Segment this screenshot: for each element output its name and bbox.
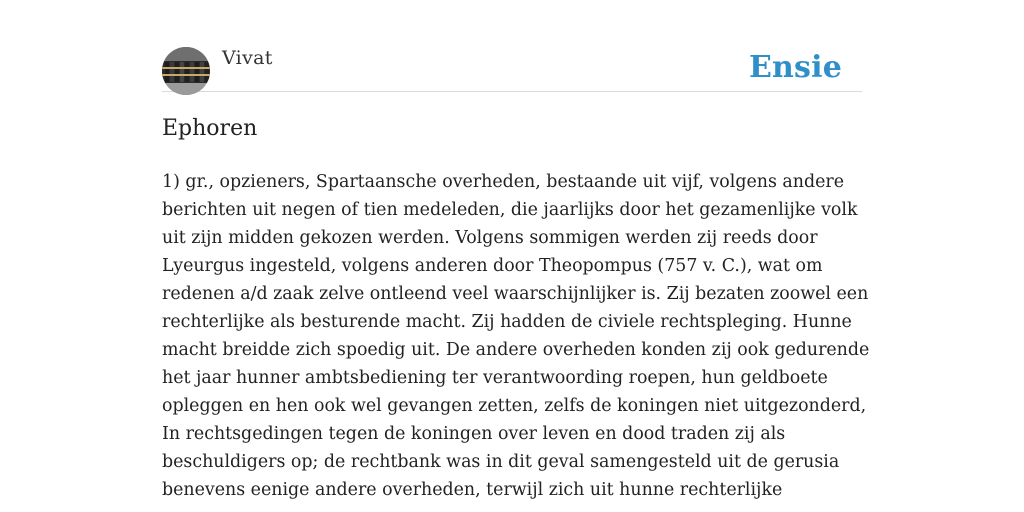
article-line: beschuldigers op; de rechtbank was in dit geval samengesteld uit de gerusia [162,452,840,472]
brand-logo[interactable]: Ensie [748,50,842,85]
article-line: uit zijn midden gekozen werden. Volgens sommigen werden zij reeds door [162,228,818,248]
article-line: het jaar hunner ambtsbediening ter verantwoording roepen, hun geldboete [162,368,828,388]
article-line: macht breidde zich spoedig uit. De andere overheden konden zij ook gedurende [162,340,870,360]
article-line: rechterlijke als besturende macht. Zij hadden de civiele rechtspleging. Hunne [162,312,852,332]
article-line: berichten uit negen of tien medeleden, die jaarlijks door het gezamenlijke volk [162,200,858,220]
article-line: 1) gr., opzieners, Spartaansche overheden, bestaande uit vijf, volgens andere [162,172,844,192]
article-body [162,168,870,504]
article-line: opleggen en hen ook wel gevangen zetten, zelfs de koningen niet uitgezonderd, [162,396,867,416]
book-spines-icon[interactable] [162,47,210,95]
header [162,47,862,92]
source-name[interactable]: Vivat [222,47,273,69]
article-line: benevens eenige andere overheden, terwijl zich uit hunne rechterlijke [162,480,783,500]
page-title: Ephoren [162,116,258,141]
article-line: Lyeurgus ingesteld, volgens anderen door Theopompus (757 v. C.), wat om [162,256,823,276]
article-line: redenen a/d zaak zelve ontleend veel waarschijnlijker is. Zij bezaten zoowel een [162,284,869,304]
article-line: In rechtsgedingen tegen de koningen over leven en dood traden zij als [162,424,786,444]
